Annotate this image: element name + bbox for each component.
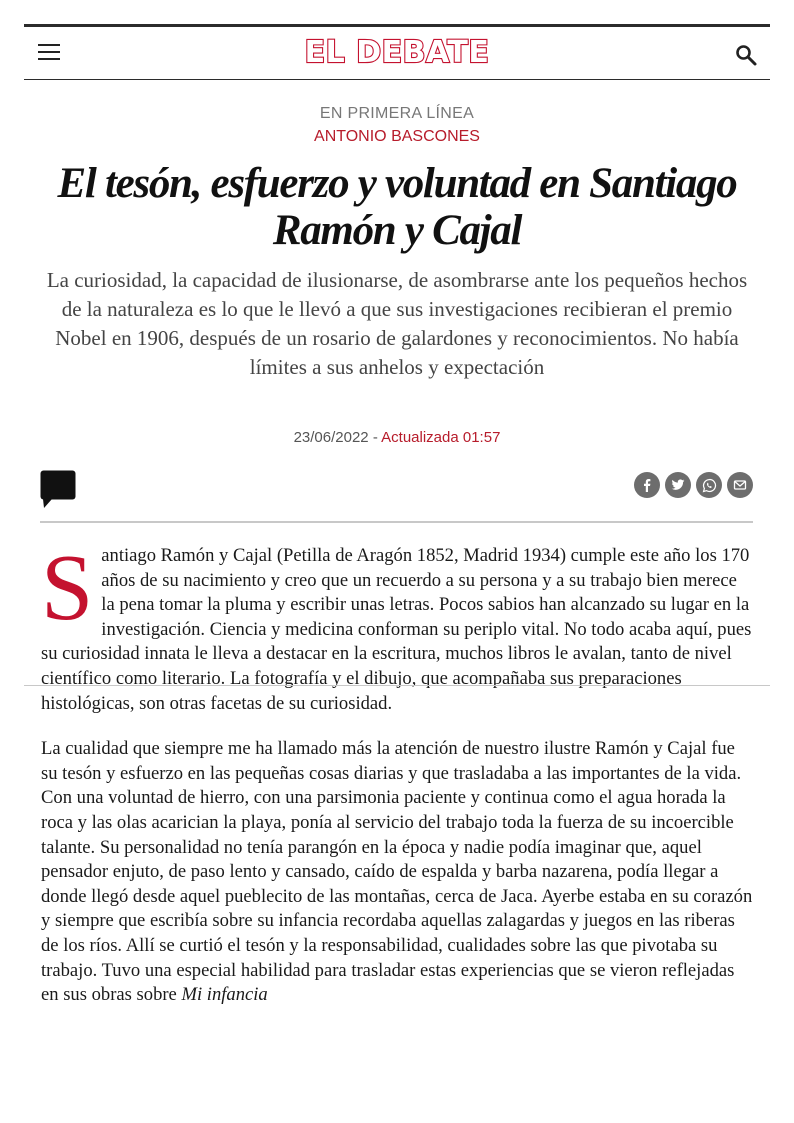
paragraph <box>41 536 753 716</box>
paragraph-text: La cualidad que siempre me ha llamado más la atención de nuestro ilustre Ramón y Cajal fue su tesón y esfuerzo en las pequeñas cosas diarias y que trasladaba a las importantes de la vida. Con una voluntad de hierro, con una parsimonia paciente y continua como el agua horada la roca y las olas acarician la playa, ponía al servicio del trabajo toda la fuerza de su incoercible talante. Su personalidad no tenía parangón en la época y nadie podía imaginar que, aquel pensador enjuto, de paso lento y cansado, caído de espalda y barba nazarena, podía llegar a donde llegó desde aquel pueblecito de las montañas, cerca de Jaca. Ayerbe estaba en su corazón y siempre que escribía sobre su infancia recordaba aquellas zalagardas y juegos en las riberas de los ríos. Allí se curtió el tesón y la responsabilidad, cualidades sobre las que pivotaba su trabajo. Tuvo una especial habilidad para trasladar estas experiencias que se vieron reflejadas en sus obras sobre <box>41 738 753 1006</box>
twitter-icon[interactable] <box>665 472 691 498</box>
comment-icon[interactable] <box>40 470 76 510</box>
email-icon[interactable] <box>727 472 753 498</box>
paragraph <box>41 737 753 1008</box>
paragraph-text: antiago Ramón y Cajal (Petilla de Aragón 1852, Madrid 1934) cumple este año los 170 años de su nacimiento y creo que un recuerdo a su persona y a su trabajo bien merece la pena tomar la pluma y escribir unas letras. Pocos sabios han alcanzado su lugar en la investigación. Ciencia y medicina conforman su periplo vital. No todo acaba aquí, pues su curiosidad innata le lleva a destacar en la escritura, muchos libros le avalan, tanto de nivel científico como literario. La fotografía y el dibujo, que acompañaba sus preparaciones histológicas, son otras facetas de su curiosidad. <box>41 545 752 714</box>
dropcap: S <box>41 536 94 640</box>
date-separator: - <box>372 429 378 446</box>
article-dateline <box>0 429 794 446</box>
sticky-header-edge <box>24 685 770 686</box>
article-body <box>41 536 753 1029</box>
site-header <box>24 24 770 80</box>
publish-date: 23/06/2022 <box>293 429 369 446</box>
article-subtitle: La curiosidad, la capacidad de ilusionarse, de asombrarse ante los pequeños hechos de la naturaleza es lo que le llevó a que sus investigaciones recibieran el premio Nobel en 1906, después de un rosario de galardones y reconocimientos. No había límites a sus anhelos y expectación <box>46 268 748 379</box>
author-name[interactable]: ANTONIO BASCONES <box>314 128 480 145</box>
share-buttons <box>634 472 753 498</box>
content-divider <box>40 521 753 523</box>
facebook-icon[interactable] <box>634 472 660 498</box>
article-headline: El tesón, esfuerzo y voluntad en Santiago Ramón y Cajal <box>57 160 737 254</box>
updated-time: Actualizada 01:57 <box>381 429 501 446</box>
book-title: Mi infancia <box>181 984 268 1006</box>
whatsapp-icon[interactable] <box>696 472 722 498</box>
site-logo[interactable]: EL DEBATE <box>304 35 490 70</box>
section-label[interactable]: EN PRIMERA LÍNEA <box>319 105 475 122</box>
search-icon[interactable] <box>734 43 758 67</box>
